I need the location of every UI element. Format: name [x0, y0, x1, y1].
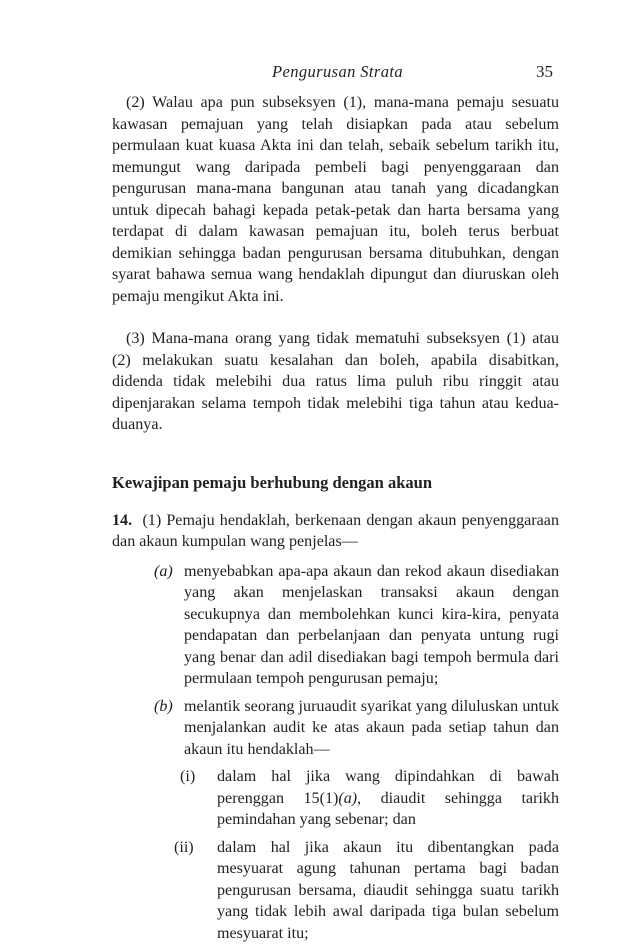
- section-heading: Kewajipan pemaju berhubung dengan akaun: [112, 472, 559, 493]
- section-number: 14.: [112, 512, 132, 529]
- sublist-item-i-text: [217, 766, 559, 831]
- sublist-item-ii: [112, 837, 559, 944]
- subsection-2-paragraph: (2) Walau apa pun subseksyen (1), mana-mana pemaju sesuatu kawasan pemajuan yang telah disiapkan pada atau sebelum permulaan kuat kuasa Akta ini dan telah, sebaik sebelum tarikh itu, memungut wang daripada pembeli bagi penyenggaraan dan pengurusan mana-mana bangunan atau tanah yang dicadangkan untuk dipecah bahagi kepada petak-petak dan harta bersama yang terdapat di dalam kawasan pemajuan itu, boleh terus berbuat demikian sehingga badan pengurusan bersama ditubuhkan, dengan syarat bahawa semua wang hendaklah dipungut dan diuruskan oleh pemaju mengikut Akta ini.: [112, 92, 559, 307]
- list-item-a: [112, 561, 559, 690]
- sublist-item-i-text-italic: (a): [338, 790, 357, 807]
- sublist-item-i-text-part2: , diaudit sehingga tarikh pemindahan yang sebenar; dan: [217, 790, 559, 829]
- page-number: 35: [536, 62, 553, 82]
- section-14-intro: [112, 510, 559, 553]
- page-body: [112, 92, 559, 944]
- sublist-item-i: [112, 766, 559, 831]
- sublist-item-i-text-part1: dalam hal jika wang dipindahkan di bawah perenggan 15(1): [217, 768, 559, 807]
- list-marker-a: (a): [112, 561, 184, 690]
- list-item-b: [112, 696, 559, 761]
- subsection-3-paragraph: (3) Mana-mana orang yang tidak mematuhi subseksyen (1) atau (2) melakukan suatu kesalahan dan boleh, apabila disabitkan, didenda tidak melebihi dua ratus lima puluh ribu ringgit atau dipenjarakan selama tempoh tidak melebihi tiga tahun atau kedua-duanya.: [112, 328, 559, 436]
- running-title: Pengurusan Strata: [272, 62, 432, 82]
- list-item-b-text: melantik seorang juruaudit syarikat yang diluluskan untuk menjalankan audit ke atas akaun pada setiap tahun dan akaun itu hendaklah—: [184, 696, 559, 761]
- list-item-a-text: menyebabkan apa-apa akaun dan rekod akaun disediakan yang akan menjelaskan transaksi akaun dengan secukupnya dan membolehkan kunci kira-kira, penyata pendapatan dan perbelanjaan dan penyata untung rugi yang benar dan adil disediakan bagi tempoh bermula dari permulaan tempoh pengurusan pemaju;: [184, 561, 559, 690]
- page-header: [0, 62, 638, 82]
- sublist-marker-i: (i): [112, 766, 217, 831]
- sublist-marker-ii: (ii): [112, 837, 217, 944]
- section-14-intro-text: (1) Pemaju hendaklah, berkenaan dengan akaun penyenggaraan dan akaun kumpulan wang penjelas—: [112, 512, 559, 551]
- sublist-item-ii-text: dalam hal jika akaun itu dibentangkan pada mesyuarat agung tahunan pertama bagi badan pengurusan bersama, diaudit sehingga suatu tarikh yang tidak lebih awal daripada tiga bulan sebelum mesyuarat itu;: [217, 837, 559, 944]
- list-marker-b: (b): [112, 696, 184, 761]
